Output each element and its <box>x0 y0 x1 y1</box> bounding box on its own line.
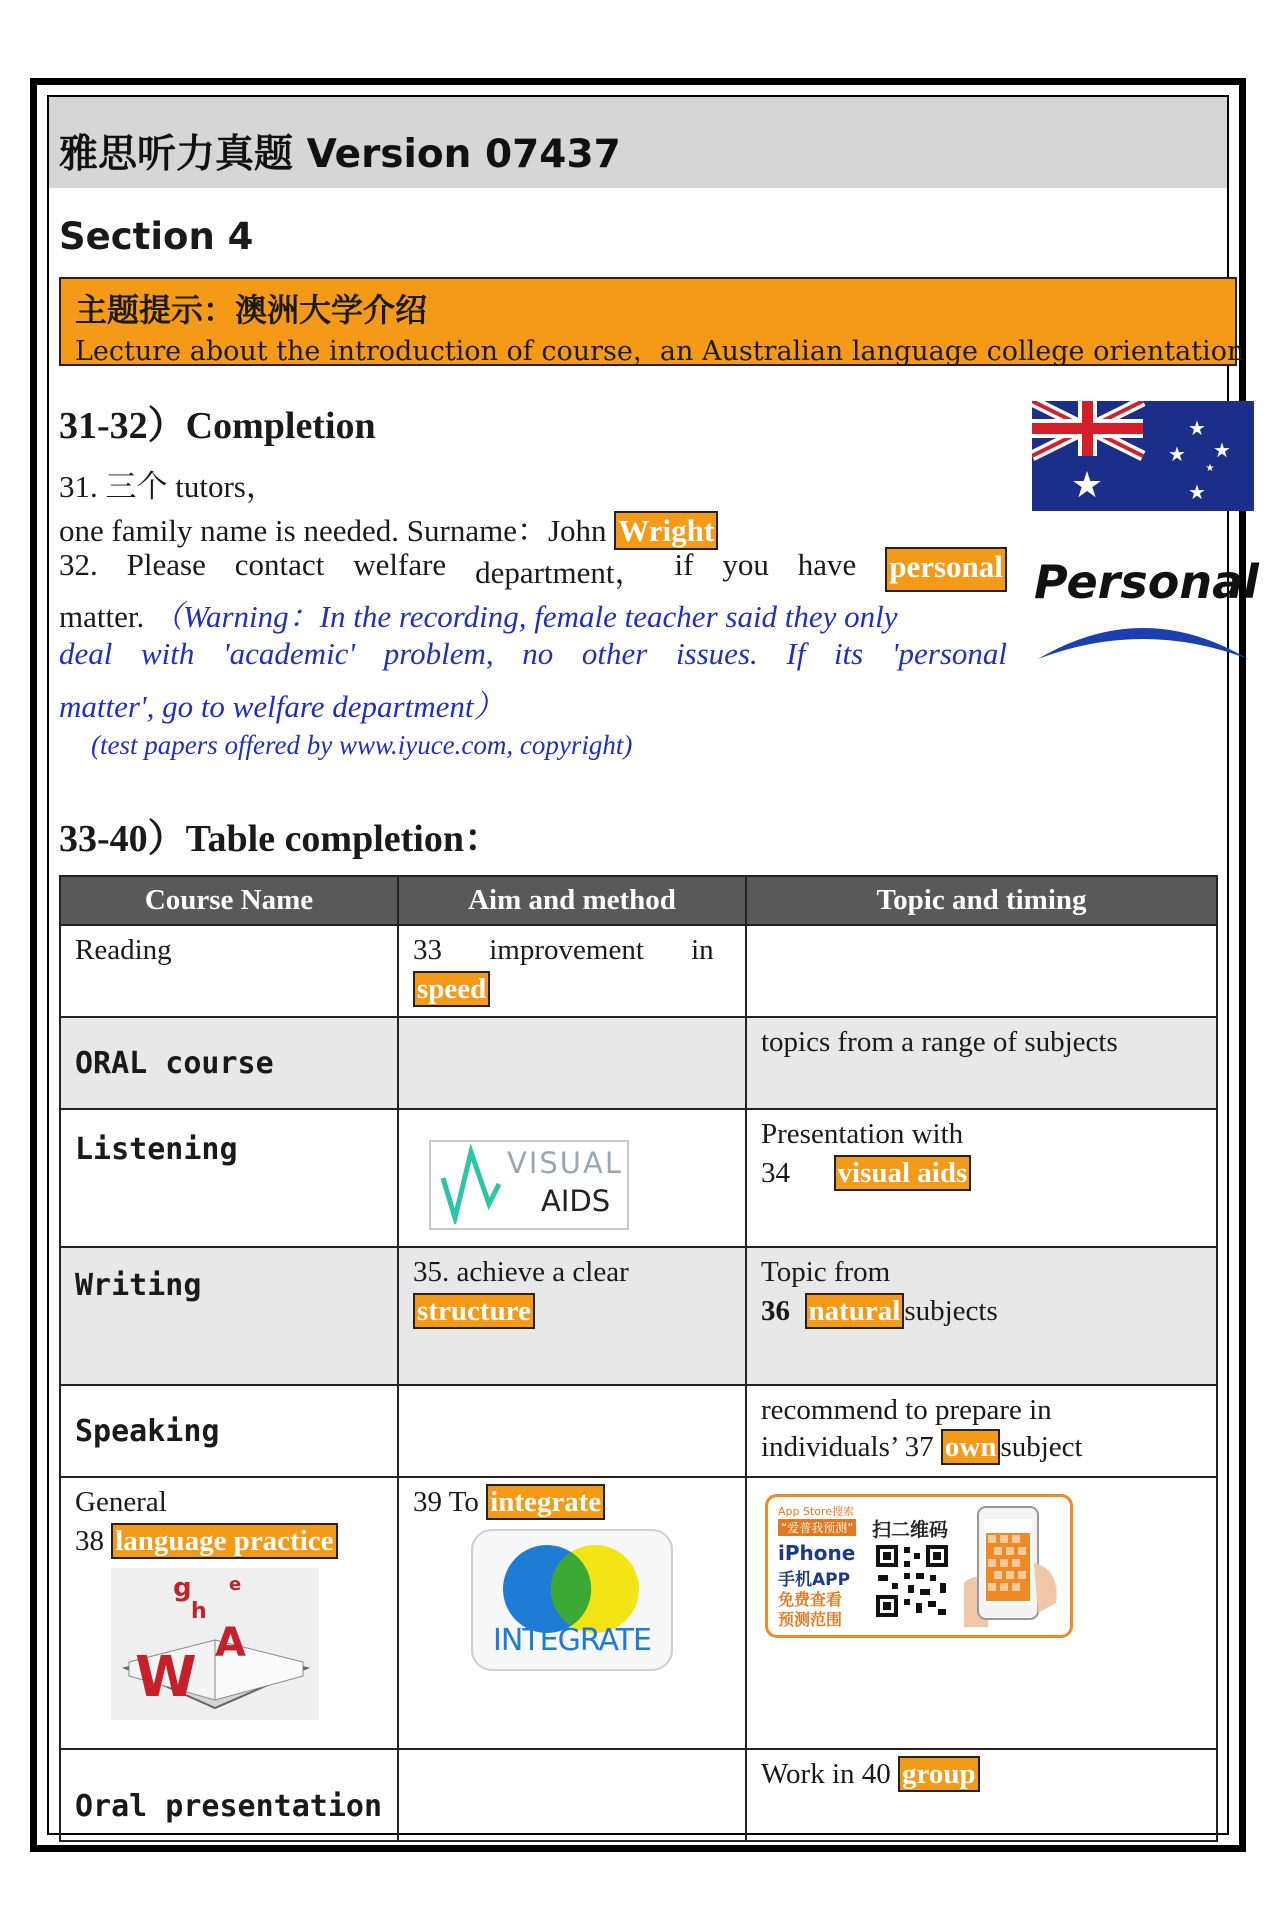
aim-prefix: 39 To <box>413 1486 479 1518</box>
integrate-image <box>469 1527 675 1673</box>
aim-cell <box>398 925 746 1017</box>
question-number: 36 <box>761 1295 790 1327</box>
course-cell <box>60 1017 398 1109</box>
aim-line: 35. achieve a clear <box>413 1256 629 1288</box>
warning-line3: matter', go to welfare department） <box>59 689 505 724</box>
course-name: Oral presentation <box>75 1789 383 1824</box>
svg-text:A: A <box>215 1620 246 1666</box>
q32-word: have <box>797 547 857 582</box>
theme-box <box>59 277 1245 367</box>
range-text: 预测范围 <box>778 1610 843 1629</box>
phone-in-hand-image <box>964 1503 1060 1627</box>
wave-icon <box>437 1144 507 1224</box>
warning-line2: deal with 'academic' problem, no other issues. If its 'personal <box>59 636 1007 671</box>
topic-cell <box>746 1749 1217 1841</box>
table-row <box>60 1247 1217 1385</box>
svg-text:★: ★ <box>1188 416 1206 440</box>
aids-text: AIDS <box>541 1184 611 1218</box>
table-row <box>60 925 1217 1017</box>
svg-text:★: ★ <box>1188 480 1206 504</box>
topic-cell <box>746 1247 1217 1385</box>
topic-cell <box>746 1385 1217 1477</box>
svg-text:g: g <box>173 1573 192 1603</box>
qr-code-icon[interactable] <box>874 1543 950 1619</box>
table-header-row <box>60 876 1217 925</box>
topic-cell <box>746 1109 1217 1247</box>
question-31-line2 <box>59 505 718 550</box>
integrate-text: INTEGRATE <box>493 1623 651 1658</box>
answer-34: visual aids <box>834 1155 972 1191</box>
svg-text:★: ★ <box>1213 438 1231 462</box>
topic-cell <box>746 1477 1217 1749</box>
aim-cell <box>398 1109 746 1247</box>
aim-text <box>413 934 731 967</box>
q32-word: if <box>674 547 694 582</box>
q32-word: contact <box>234 547 325 582</box>
copyright-credit: (test papers offered by www.iyuce.com, copyright) <box>91 730 633 760</box>
table-row <box>60 1385 1217 1477</box>
app-qr-banner[interactable] <box>765 1494 1073 1638</box>
svg-text:★: ★ <box>1070 465 1104 506</box>
answer-31: Wright <box>614 511 718 550</box>
course-cell <box>60 1109 398 1247</box>
svg-text:h: h <box>191 1599 207 1624</box>
visual-aids-image <box>429 1140 629 1230</box>
answer-37: own <box>941 1429 1001 1465</box>
aim-cell <box>398 1385 746 1477</box>
course-name: Writing <box>75 1268 202 1303</box>
q32-word: welfare <box>353 547 447 582</box>
app-name-text: “爱普我预测” <box>778 1519 856 1536</box>
course-table <box>59 875 1218 1842</box>
theme-label: 主题提示：澳洲大学介绍 <box>75 291 428 329</box>
visual-text: VISUAL <box>507 1146 624 1180</box>
aim-prefix: 33 improvement in <box>413 934 714 966</box>
answer-40: group <box>898 1756 980 1792</box>
q32-word: Please <box>126 547 206 582</box>
question-32-cont: matter. <box>59 599 145 634</box>
column-header: Topic and timing <box>746 876 1217 925</box>
completion-heading: 31-32）Completion <box>59 405 376 447</box>
free-view-text: 免费查看 <box>778 1590 843 1609</box>
table-completion-heading: 33-40）Table completion： <box>59 818 502 860</box>
topic-cell: topics from a range of subjects <box>746 1017 1217 1109</box>
table-row <box>60 1109 1217 1247</box>
aim-cell <box>398 1247 746 1385</box>
answer-33: speed <box>413 971 490 1007</box>
personal-logo-text: Personal <box>1034 555 1259 609</box>
store-text: App Store搜索 <box>778 1505 855 1518</box>
swoosh-icon <box>1032 611 1254 665</box>
course-cell <box>60 1477 398 1749</box>
scan-qr-text: 扫二维码 <box>872 1519 949 1541</box>
answer-36: natural <box>805 1293 905 1329</box>
answer-35: structure <box>413 1293 535 1329</box>
question-number: 38 <box>75 1525 104 1557</box>
topic-line: Topic from <box>761 1256 891 1288</box>
answer-38: language practice <box>111 1523 337 1559</box>
course-cell <box>60 1385 398 1477</box>
book-image <box>111 1568 319 1720</box>
personal-logo-image <box>1032 555 1259 665</box>
topic-line: recommend to prepare in <box>761 1394 1052 1426</box>
question-32-line1 <box>59 547 1007 592</box>
aim-cell <box>398 1749 746 1841</box>
course-name: Listening <box>75 1132 238 1167</box>
iphone-text: iPhone <box>778 1541 856 1565</box>
svg-text:e: e <box>229 1574 242 1595</box>
section-title: Section 4 <box>59 215 254 258</box>
q32-word: 32. <box>59 547 98 582</box>
page-inner-frame <box>47 95 1259 1835</box>
q32-word: department， <box>475 555 646 590</box>
course-cell <box>60 1247 398 1385</box>
q32-word: you <box>722 547 769 582</box>
topic-prefix: individuals’ 37 <box>761 1431 934 1463</box>
svg-text:★: ★ <box>1168 442 1186 466</box>
column-header: Aim and method <box>398 876 746 925</box>
topic-suffix: subjects <box>904 1295 998 1327</box>
table-row <box>60 1017 1217 1109</box>
course-line: General <box>75 1486 167 1518</box>
topic-line: Presentation with <box>761 1118 964 1150</box>
page-title: 雅思听力真题 Version 07437 <box>59 132 621 177</box>
australia-flag-image <box>1032 401 1254 511</box>
question-number: 34 <box>761 1157 790 1189</box>
page-frame <box>30 78 1259 1852</box>
topic-cell <box>746 925 1217 1017</box>
svg-text:★: ★ <box>1205 463 1215 474</box>
question-32-line2 <box>59 591 898 636</box>
theme-text: Lecture about the introduction of course，an Australian language college orientation <box>75 336 1245 367</box>
answer-32: personal <box>885 547 1007 592</box>
course-cell: Reading <box>60 925 398 1017</box>
table-row <box>60 1477 1217 1749</box>
topic-prefix: Work in 40 <box>761 1758 891 1790</box>
question-31-prefix: one family name is needed. Surname：John <box>59 513 607 548</box>
course-name: Speaking <box>75 1413 220 1449</box>
answer-39: integrate <box>486 1484 605 1520</box>
course-cell <box>60 1749 398 1841</box>
table-row <box>60 1749 1217 1841</box>
svg-text:W: W <box>135 1645 197 1710</box>
topic-suffix: subject <box>1000 1431 1083 1463</box>
title-banner <box>49 97 1227 188</box>
aim-cell <box>398 1017 746 1109</box>
mobile-app-text: 手机APP <box>778 1570 851 1590</box>
warning-line1: （Warning：In the recording, female teacher said they only <box>151 599 898 634</box>
course-name: ORAL course <box>75 1045 274 1081</box>
question-31-line1: 31. 三个 tutors， <box>59 469 277 504</box>
aim-cell <box>398 1477 746 1749</box>
column-header: Course Name <box>60 876 398 925</box>
